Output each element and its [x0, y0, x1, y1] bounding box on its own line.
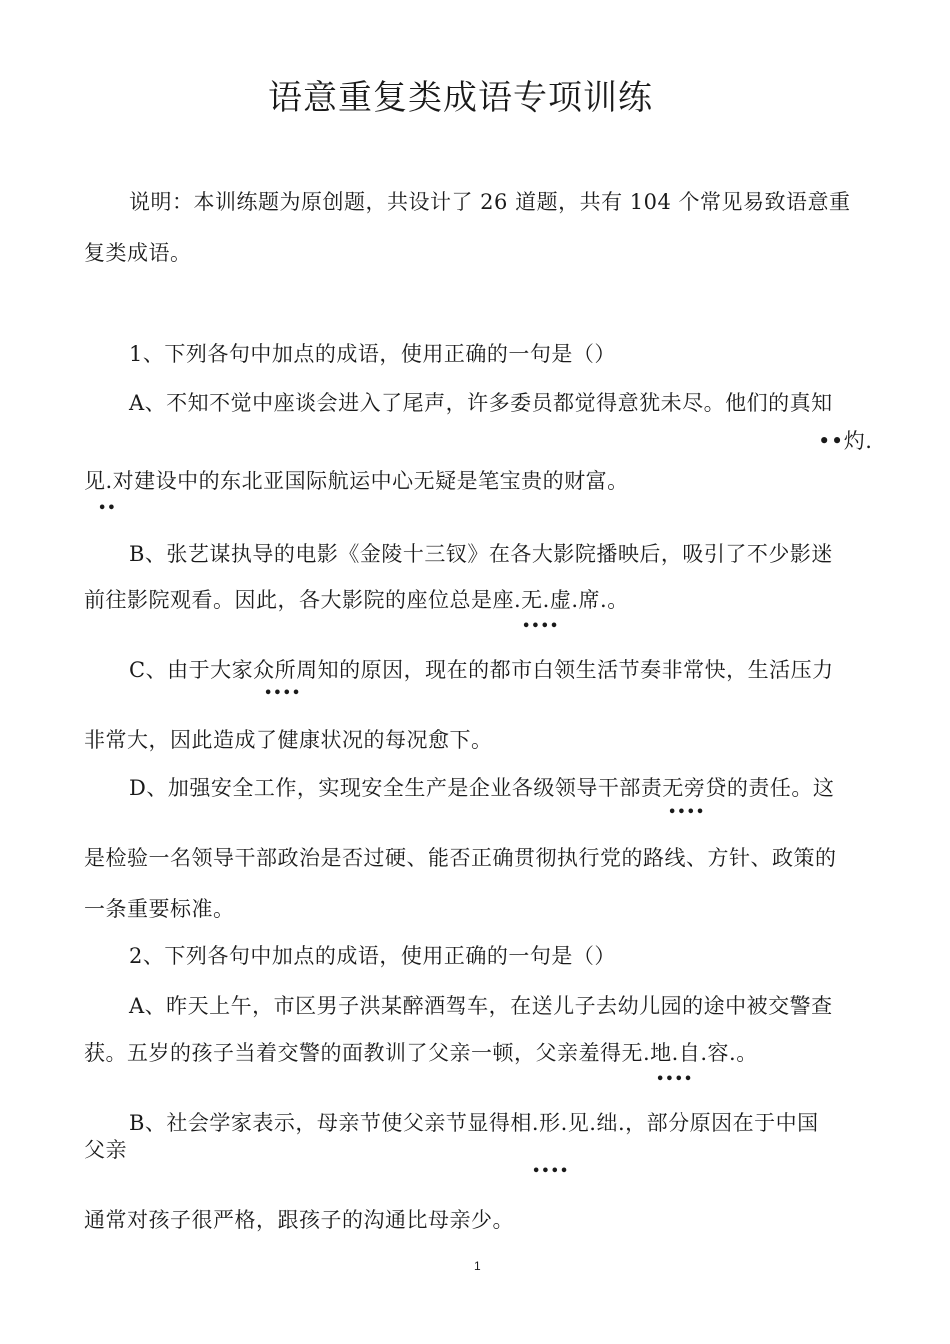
q1-option-b-line-1: B、张艺谋执导的电影《金陵十三钗》在各大影院播映后，吸引了不少影迷 [129, 542, 833, 566]
q1-option-a-emphasis-dots: •• [98, 501, 117, 516]
q1-option-c-line-2: 非常大，因此造成了健康状况的每况愈下。 [84, 728, 493, 752]
q2-option-b-line-1: B、社会学家表示，母亲节使父亲节显得相.形.见.绌.，部分原因在于中国 [129, 1111, 819, 1135]
q2-option-b-line-3: 通常对孩子很严格，跟孩子的沟通比母亲少。 [84, 1208, 514, 1232]
q2-option-a-emphasis-dots: •••• [656, 1072, 694, 1087]
q2-option-a-line-2: 获。五岁的孩子当着交警的面教训了父亲一顿，父亲羞得无.地.自.容.。 [84, 1041, 758, 1065]
page-title: 语意重复类成语专项训练 [268, 78, 653, 118]
question-2-stem: 2、下列各句中加点的成语，使用正确的一句是（） [129, 944, 616, 968]
q1-option-b-emphasis-dots: •••• [522, 619, 560, 634]
q1-option-d-emphasis-dots: •••• [668, 805, 706, 820]
page-number: 1 [474, 1259, 481, 1273]
q1-option-a-line-1: A、不知不觉中座谈会进入了尾声，许多委员都觉得意犹未尽。他们的真知 [129, 391, 833, 415]
q1-option-a-line-2: 见.对建设中的东北亚国际航运中心无疑是笔宝贵的财富。 [84, 469, 629, 493]
q1-option-a-tail: ••灼. [818, 429, 873, 453]
intro-line-1: 说明：本训练题为原创题，共设计了 26 道题，共有 104 个常见易致语意重 [129, 190, 851, 214]
q1-option-d-line-3: 一条重要标准。 [84, 897, 235, 921]
q1-option-b-line-2: 前往影院观看。因此，各大影院的座位总是座.无.虚.席.。 [84, 588, 629, 612]
q1-option-d-line-1: D、加强安全工作，实现安全生产是企业各级领导干部责无旁贷的责任。这 [129, 776, 835, 800]
q1-option-d-line-2: 是检验一名领导干部政治是否过硬、能否正确贯彻执行党的路线、方针、政策的 [84, 846, 837, 870]
q1-option-c-line-1: C、由于大家众所周知的原因，现在的都市白领生活节奏非常快，生活压力 [129, 658, 834, 682]
q2-option-b-emphasis-dots: •••• [532, 1164, 570, 1179]
question-1-stem: 1、下列各句中加点的成语，使用正确的一句是（） [129, 342, 616, 366]
q2-option-b-line-2: 父亲 [84, 1138, 127, 1162]
q1-option-c-emphasis-dots: •••• [264, 686, 302, 701]
intro-line-2: 复类成语。 [84, 241, 192, 265]
q2-option-a-line-1: A、昨天上午，市区男子洪某醉酒驾车，在送儿子去幼儿园的途中被交警查 [129, 994, 833, 1018]
